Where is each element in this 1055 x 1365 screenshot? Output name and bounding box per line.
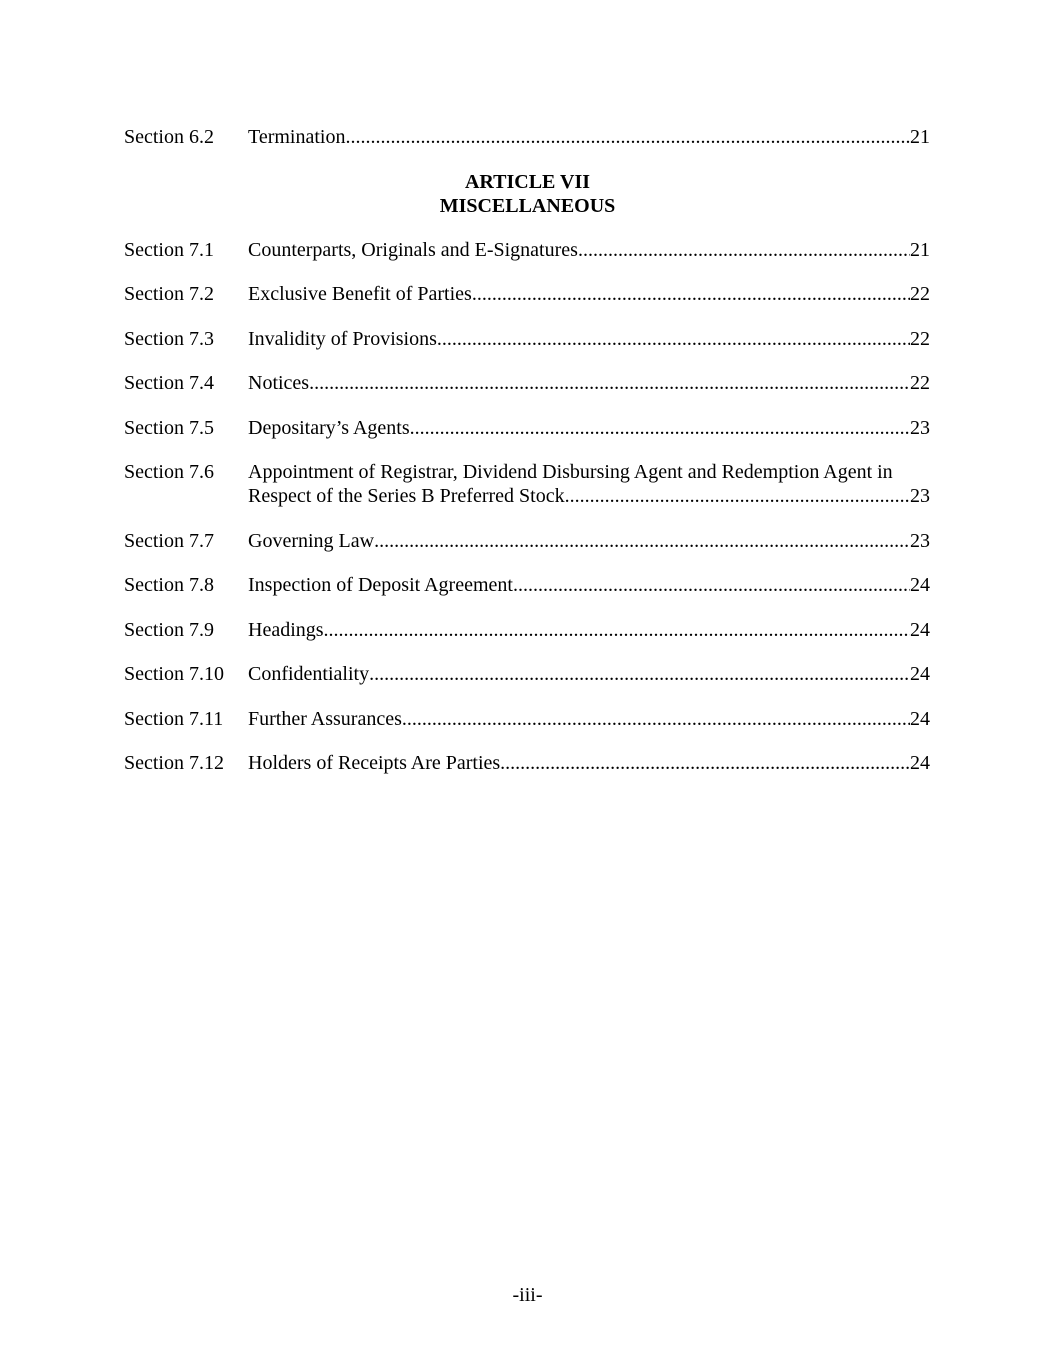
section-entry bbox=[248, 573, 930, 597]
section-number: Section 7.7 bbox=[124, 530, 214, 552]
section-number: Section 6.2 bbox=[124, 126, 214, 148]
dot-leader bbox=[513, 573, 910, 597]
article-heading-number: ARTICLE VII bbox=[464, 171, 591, 193]
section-number: Section 7.10 bbox=[124, 663, 224, 685]
section-number: Section 7.1 bbox=[124, 239, 214, 261]
section-page-number: 22 bbox=[910, 372, 930, 394]
dot-leader bbox=[578, 238, 910, 262]
section-title: Holders of Receipts Are Parties bbox=[248, 752, 501, 774]
section-entry bbox=[248, 460, 930, 508]
dot-leader bbox=[324, 618, 910, 642]
section-page-number: 22 bbox=[910, 328, 930, 350]
section-title-line-2-row bbox=[248, 484, 930, 508]
section-entry bbox=[248, 371, 930, 395]
section-title-line-1: Appointment of Registrar, Dividend Disbursing Agent and Redemption Agent in bbox=[248, 461, 893, 483]
dot-leader bbox=[309, 371, 910, 395]
section-number: Section 7.11 bbox=[124, 708, 224, 730]
section-page-number: 21 bbox=[910, 126, 930, 148]
section-page-number: 21 bbox=[910, 239, 930, 261]
section-entry bbox=[248, 327, 930, 351]
section-page-number: 22 bbox=[910, 283, 930, 305]
section-entry bbox=[248, 529, 930, 553]
section-title: Governing Law bbox=[248, 530, 375, 552]
section-number: Section 7.12 bbox=[124, 752, 224, 774]
dot-leader bbox=[500, 751, 910, 775]
section-number: Section 7.5 bbox=[124, 417, 214, 439]
section-page-number: 23 bbox=[910, 417, 930, 439]
section-entry bbox=[248, 751, 930, 775]
article-heading-title: MISCELLANEOUS bbox=[439, 195, 616, 217]
dot-leader bbox=[472, 282, 910, 306]
section-page-number: 23 bbox=[910, 530, 930, 552]
section-title: Headings bbox=[248, 619, 324, 641]
dot-leader bbox=[402, 707, 910, 731]
dot-leader bbox=[410, 416, 910, 440]
section-title: Depositary’s Agents bbox=[248, 417, 410, 439]
section-title: Notices bbox=[248, 372, 310, 394]
section-page-number: 24 bbox=[910, 752, 930, 774]
section-title: Confidentiality bbox=[248, 663, 370, 685]
section-number: Section 7.8 bbox=[124, 574, 214, 596]
section-entry bbox=[248, 707, 930, 731]
section-title-line-2: Respect of the Series B Preferred Stock bbox=[248, 485, 565, 507]
section-number: Section 7.2 bbox=[124, 283, 214, 305]
section-title: Inspection of Deposit Agreement bbox=[248, 574, 513, 596]
section-number: Section 7.9 bbox=[124, 619, 214, 641]
section-page-number: 24 bbox=[910, 619, 930, 641]
footer-page-number: -iii- bbox=[512, 1284, 543, 1306]
section-page-number: 24 bbox=[910, 663, 930, 685]
dot-leader bbox=[345, 125, 910, 149]
dot-leader bbox=[565, 484, 910, 508]
section-entry bbox=[248, 416, 930, 440]
section-entry bbox=[248, 618, 930, 642]
section-title: Further Assurances bbox=[248, 708, 402, 730]
dot-leader bbox=[437, 327, 910, 351]
section-page-number: 23 bbox=[910, 485, 930, 507]
section-number: Section 7.4 bbox=[124, 372, 214, 394]
section-entry bbox=[248, 282, 930, 306]
section-entry bbox=[248, 125, 930, 149]
section-title: Invalidity of Provisions bbox=[248, 328, 437, 350]
section-entry bbox=[248, 662, 930, 686]
section-page-number: 24 bbox=[910, 574, 930, 596]
dot-leader bbox=[374, 529, 910, 553]
section-entry bbox=[248, 238, 930, 262]
section-number: Section 7.3 bbox=[124, 328, 214, 350]
section-title: Counterparts, Originals and E-Signatures bbox=[248, 239, 578, 261]
dot-leader bbox=[369, 662, 910, 686]
section-page-number: 24 bbox=[910, 708, 930, 730]
section-number: Section 7.6 bbox=[124, 461, 214, 483]
section-title: Termination bbox=[248, 126, 346, 148]
section-title: Exclusive Benefit of Parties bbox=[248, 283, 472, 305]
